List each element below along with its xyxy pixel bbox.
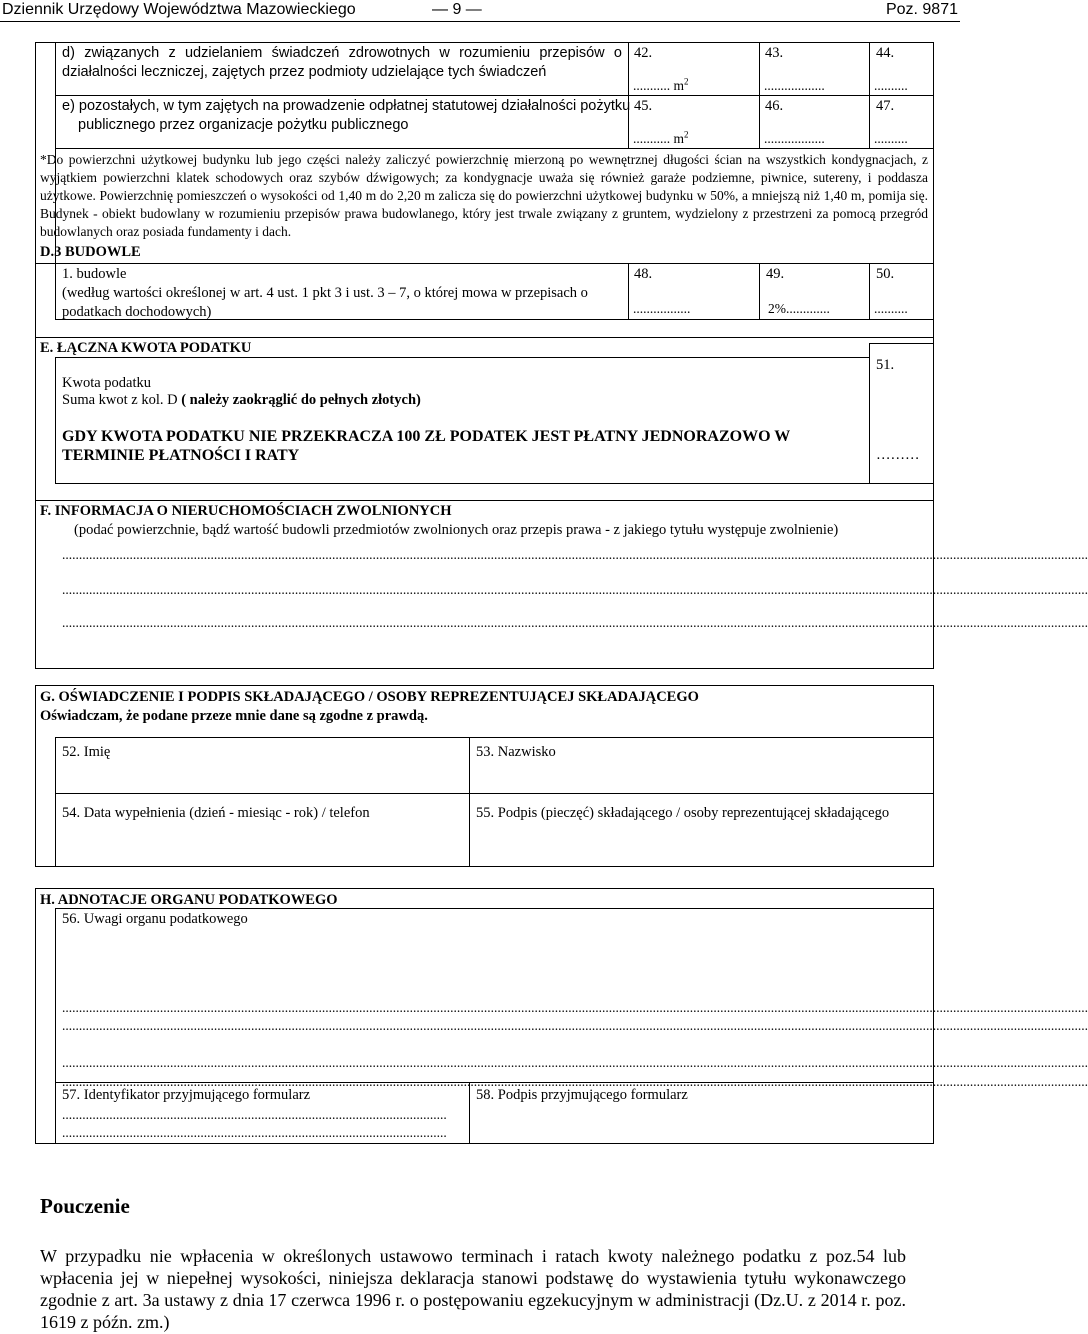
tax-amount-label: Kwota podatku xyxy=(62,375,151,391)
exempt-line-3[interactable]: ................................................................................................................................................................................................................................................................................................................ xyxy=(62,615,1088,630)
remarks-line-4[interactable]: ................................................................................................................................................................................................................................................................................................................ xyxy=(62,1074,1088,1089)
section-h-title: H. ADNOTACJE ORGANU PODATKOWEGO xyxy=(40,892,338,908)
field-55-label: 55. Podpis (pieczęć) składającego / osoby reprezentującej składającego xyxy=(476,805,890,821)
d3-item-title: 1. budowle xyxy=(62,266,127,282)
journal-header xyxy=(2,0,958,22)
section-e-rule xyxy=(35,337,934,338)
field-57-label: 57. Identyfikator przyjmującego formularz xyxy=(62,1087,311,1103)
field-52-label: 52. Imię xyxy=(62,744,111,760)
field-46-label: 46. xyxy=(765,98,784,114)
field-43-dots: .................. xyxy=(764,78,825,93)
exempt-line-1[interactable]: ................................................................................................................................................................................................................................................................................................................ xyxy=(62,547,1088,562)
area-footnote: *Do powierzchni użytkowej budynku lub jego części należy zaliczyć powierzchnię mierzoną po wewnętrznej długości ścian na wszystkich kondygnacjach, z wyjątkiem powierzchni klatek schodowych oraz szybów dźwigowych; za kondygnacje uważa się również garaże podziemne, piwnice, sutereny, i poddasza użytkowe. Powierzchnię pomieszczeń o wysokości od 1,40 m do 2,20 m zalicza się do powierzchni użytkowej budynku w 50%, a mniejszą niż 1,40 m, pomija się. Budynek - obiekt budowlany w rozumieniu przepisów prawa budowlanego, który jest trwale związany z gruntem, wydzielony z przestrzeni za pomocą przegród budowlanych oraz posiada fundamenty i dach. xyxy=(40,152,928,239)
field-50-label: 50. xyxy=(876,266,895,282)
field-58-label: 58. Podpis przyjmującego formularz xyxy=(476,1087,688,1103)
field-52-first-name[interactable] xyxy=(55,737,470,794)
field-53-label: 53. Nazwisko xyxy=(476,744,556,760)
remarks-line-1[interactable]: ................................................................................................................................................................................................................................................................................................................ xyxy=(62,1000,1088,1015)
row-e-text-line2: publicznego przez organizacje pożytku publicznego xyxy=(78,117,409,133)
section-e-title: E. ŁĄCZNA KWOTA PODATKU xyxy=(40,340,252,356)
field-48-label: 48. xyxy=(634,266,653,282)
header-rule xyxy=(0,21,960,22)
field-47-dots: .......... xyxy=(874,131,908,146)
exempt-line-2[interactable]: ................................................................................................................................................................................................................................................................................................................ xyxy=(62,582,1088,597)
section-f-subtitle: (podać powierzchnie, bądź wartość budowli przedmiotów zwolnionych oraz przepis prawa - z jakiego tytułu występuje zwolnienie) xyxy=(74,522,839,538)
field-43-label: 43. xyxy=(765,45,784,61)
field-42-area xyxy=(633,77,689,95)
field-46-dots: .................. xyxy=(764,131,825,146)
tax-sum-label xyxy=(62,391,421,410)
field-45-area-sup: 2 xyxy=(684,129,689,140)
tax-sum-rounding: ( należy zaokrąglić do pełnych złotych) xyxy=(181,392,421,408)
field-45-area-dots: ........... m xyxy=(633,131,685,146)
field-44-label: 44. xyxy=(876,45,895,61)
field-47-label: 47. xyxy=(876,98,895,114)
tax-sum-prefix: Suma kwot z kol. D xyxy=(62,392,182,408)
pouczenie-text: W przypadku nie wpłacenia w określonych ustawowo terminach i ratach kwoty należnego podatku z poz.54 lub wpłacenia jej w niepełnej wysokości, niniejsza deklaracja stanowi podstawę do wystawienia tytułu wykonawczego zgodnie z art. 3a ustawy z dnia 17 czerwca 1996 r. o postępowaniu egzekucyjnym w administracji (Dz.U. z 2014 r. poz. 1619 z późn. zm.) xyxy=(40,1246,906,1332)
field-49-value: 2%............. xyxy=(768,301,830,316)
field-44-dots: .......... xyxy=(874,78,908,93)
field-51-dots: ……… xyxy=(876,447,920,463)
field-42-area-sup: 2 xyxy=(684,76,689,87)
receiver-id-line-1[interactable]: .................................................................................................................. xyxy=(62,1107,447,1122)
section-f-title: F. INFORMACJA O NIERUCHOMOŚCIACH ZWOLNIONYCH xyxy=(40,503,452,519)
remarks-line-3[interactable]: ................................................................................................................................................................................................................................................................................................................ xyxy=(62,1055,1088,1070)
field-42-label: 42. xyxy=(634,45,653,61)
page-number: — 9 — xyxy=(432,1,482,18)
section-g-title: G. OŚWIADCZENIE I PODPIS SKŁADAJĄCEGO / OSOBY REPREZENTUJĄCEJ SKŁADAJĄCEGO xyxy=(40,689,699,705)
field-45-area xyxy=(633,130,689,148)
declaration-statement: Oświadczam, że podane przeze mnie dane są zgodne z prawdą. xyxy=(40,708,428,724)
journal-title: Dziennik Urzędowy Województwa Mazowieckiego xyxy=(2,1,356,18)
receiver-id-line-2[interactable]: .................................................................................................................. xyxy=(62,1125,447,1140)
field-54-label: 54. Data wypełnienia (dzień - miesiąc - rok) / telefon xyxy=(62,805,370,821)
row-d-text: d) związanych z udzielaniem świadczeń zdrowotnych w rozumieniu przepisów o działalności leczniczej, zajętych przez podmioty udzielające tych świadczeń xyxy=(62,45,622,80)
field-50-dots: .......... xyxy=(874,301,908,316)
remarks-line-2[interactable]: ................................................................................................................................................................................................................................................................................................................ xyxy=(62,1018,1088,1033)
field-45-label: 45. xyxy=(634,98,653,114)
field-51-label: 51. xyxy=(876,357,895,373)
section-d3-title: D.3 BUDOWLE xyxy=(40,244,141,260)
d3-item-desc: (według wartości określonej w art. 4 ust. 1 pkt 3 i ust. 3 – 7, o której mowa w przepisach o podatkach dochodowych) xyxy=(62,285,588,320)
field-48-dots: ................. xyxy=(633,301,691,316)
payment-notice: GDY KWOTA PODATKU NIE PRZEKRACZA 100 ZŁ PODATEK JEST PŁATNY JEDNORAZOWO W TERMINIE PŁATNOŚCI I RATY xyxy=(62,428,790,464)
field-42-area-dots: ........... m xyxy=(633,78,685,93)
row-e-text-line1: e) pozostałych, w tym zajętych na prowadzenie odpłatnej statutowej działalności pożytku xyxy=(62,98,631,114)
pouczenie-title: Pouczenie xyxy=(40,1194,130,1218)
field-56-label: 56. Uwagi organu podatkowego xyxy=(62,911,248,927)
field-49-label: 49. xyxy=(766,266,785,282)
position-number: Poz. 9871 xyxy=(885,1,958,18)
section-f-rule xyxy=(35,500,934,501)
